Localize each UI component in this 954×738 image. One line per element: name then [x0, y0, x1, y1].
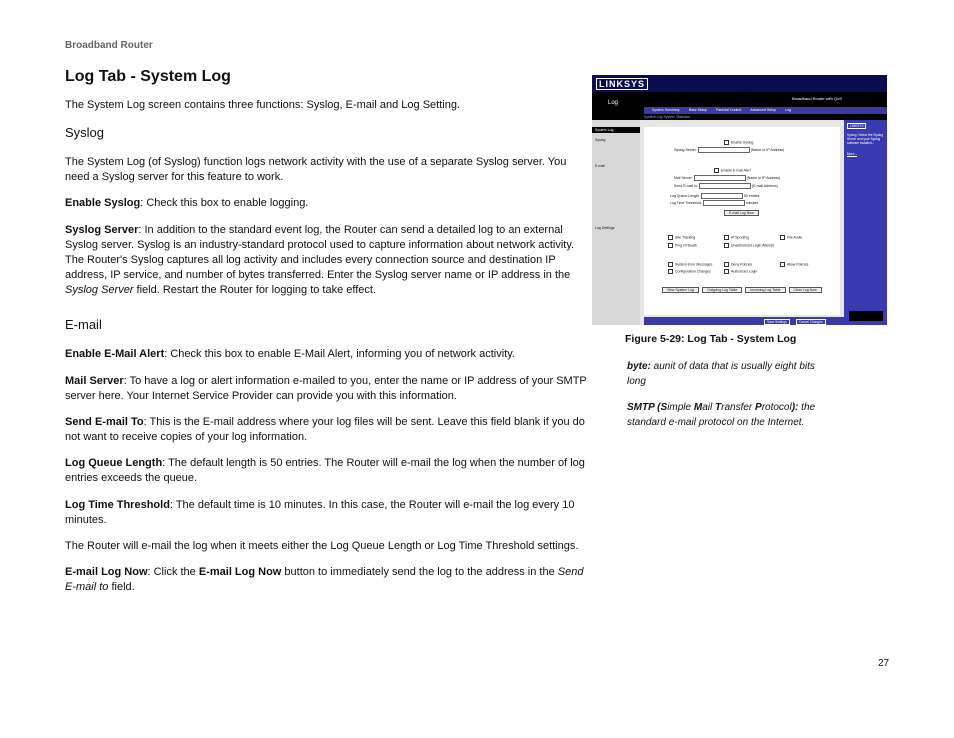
figure-log-item[interactable] — [724, 235, 749, 240]
text: field. Restart the Router for logging to take effect. — [133, 284, 377, 297]
figure-subtabs[interactable]: System Log System Statistics — [644, 115, 691, 119]
label: Unauthorized Login Attempt — [731, 243, 775, 248]
label: Enable E-mail Alert — [721, 168, 751, 173]
term: Enable E-Mail Alert — [65, 348, 165, 361]
figure-tab[interactable]: System Summary — [652, 108, 680, 112]
running-head: Broadband Router — [65, 40, 153, 51]
mail-server-input[interactable] — [694, 175, 746, 181]
incoming-log-button[interactable]: Incoming Log Table — [745, 287, 785, 293]
figure-log-item[interactable] — [668, 235, 695, 240]
term: byte: — [627, 361, 651, 372]
mail-server-paragraph — [65, 374, 590, 404]
figure-syslog-server-row — [674, 147, 784, 153]
either-paragraph: The Router will e-mail the log when it meets either the Log Queue Length or Log Time Threshold settings. — [65, 539, 579, 552]
label: File Audio — [787, 235, 803, 240]
log-time-paragraph — [65, 498, 590, 528]
figure-log-item[interactable] — [668, 262, 712, 267]
text: : This is the E-mail address where your log files will be sent. Leave this field blank if you do not want to receive copies of your log information. — [65, 415, 585, 444]
label: System Error Messages — [675, 262, 713, 267]
figure-left-item: Syslog — [595, 138, 606, 142]
checkbox[interactable] — [724, 235, 729, 240]
figure-log-item[interactable] — [724, 262, 752, 267]
label: Enable Syslog — [731, 140, 754, 145]
term: SMTP (Simple Mail Transfer Protocol): — [627, 402, 799, 413]
label: Send E-mail to: — [674, 183, 698, 188]
label: Syslog Server: — [674, 147, 697, 152]
figure-product-name: Broadband Router with QoS — [791, 96, 842, 101]
log-queue-paragraph — [65, 456, 590, 486]
figure-left-item: Log Settings — [595, 226, 615, 230]
checkbox[interactable] — [714, 168, 719, 173]
figure-view-buttons — [662, 287, 824, 293]
term: E-mail Log Now — [65, 566, 148, 579]
linksys-logo: LINKSYS — [596, 78, 648, 90]
page-number: 27 — [878, 658, 890, 669]
label: Log Time Threshold: — [670, 200, 702, 205]
checkbox[interactable] — [780, 262, 785, 267]
cancel-changes-button[interactable]: Cancel Changes — [796, 319, 826, 325]
threshold-input[interactable] — [703, 200, 745, 206]
figure-tab[interactable]: Log — [785, 108, 792, 112]
label: Log Queue Length: — [670, 193, 700, 198]
figure-footer — [644, 317, 844, 325]
term: E-mail Log Now — [198, 566, 282, 579]
label: Site Tracking — [675, 235, 696, 240]
checkbox[interactable] — [724, 262, 729, 267]
send-to-input[interactable] — [699, 183, 751, 189]
figure-help-panel — [844, 120, 887, 325]
figure-topbar — [592, 75, 887, 92]
sidebar-byte — [627, 360, 827, 389]
button[interactable]: E-mail Log Now — [724, 210, 759, 216]
sidebar-smtp — [627, 401, 827, 430]
hint: (Name or IP Address) — [750, 147, 785, 152]
figure-threshold-row — [670, 200, 758, 206]
field-name: Send E-mail to — [65, 566, 584, 594]
intro-paragraph: The System Log screen contains three functions: Syslog, E-mail and Log Setting. — [65, 99, 460, 111]
clear-log-button[interactable]: Clear Log Now — [789, 287, 822, 293]
checkbox[interactable] — [724, 269, 729, 274]
term: Log Time Threshold — [65, 498, 170, 511]
text: aunit of data that is usually eight bits long — [627, 361, 815, 387]
figure-left-item: System Log — [592, 127, 640, 133]
unit: minutes — [745, 200, 759, 205]
label: Authorized Login — [731, 269, 758, 274]
text: : Check this box to enable logging. — [140, 197, 309, 210]
page-title: Log Tab - System Log — [65, 68, 231, 85]
label: Ping Of Death — [675, 243, 697, 248]
term: Mail Server — [65, 374, 124, 387]
figure-send-to-row — [674, 183, 778, 189]
figure-left-item: E-mail — [595, 164, 605, 168]
figure-tabs — [644, 107, 887, 114]
unit: entries — [748, 193, 760, 198]
view-system-log-button[interactable]: View System Log — [662, 287, 699, 293]
text: : Check this box to enable E-Mail Alert, informing you of network activity. — [164, 348, 515, 361]
checkbox[interactable] — [668, 262, 673, 267]
checkbox[interactable] — [780, 235, 785, 240]
figure-caption: Figure 5-29: Log Tab - System Log — [625, 333, 797, 345]
smtp-definition — [627, 401, 827, 430]
figure-nav-title: Log — [608, 100, 619, 106]
text: : The default length is 50 entries. The Router will e-mail the log when the number of log entries exceeds the queue. — [65, 457, 585, 485]
label: Deny Policies — [731, 262, 753, 267]
enable-syslog-paragraph — [65, 196, 590, 211]
figure-tab[interactable]: Base Setup — [688, 108, 707, 112]
term: Syslog Server — [65, 223, 139, 236]
label: Allow Policies — [787, 262, 809, 267]
value: 50 — [743, 193, 748, 198]
text: : Click the — [147, 566, 199, 579]
main-text — [65, 98, 590, 606]
term: Send E-mail To — [65, 415, 144, 428]
save-settings-button[interactable]: Save Settings — [764, 319, 790, 325]
text: field. — [108, 581, 135, 594]
checkbox[interactable] — [724, 140, 729, 145]
figure-form — [644, 127, 840, 315]
email-log-now-paragraph — [65, 565, 590, 595]
figure-email-now-button[interactable] — [724, 210, 761, 216]
figure-tab[interactable]: Parental Control — [715, 108, 742, 112]
field-name: Syslog Server — [65, 284, 134, 297]
cisco-logo — [849, 311, 883, 321]
syslog-server-input[interactable] — [698, 147, 750, 153]
text: : In addition to the standard event log, the Router can send a detailed log to an external Syslog server. Syslog is an industry-standard protocol used to capture information about network activity. The Router's Syslog captures all log activity and includes every connection source and destination IP address, IP service, and number of bytes transferred. Enter the Syslog server name or IP address in the — [65, 223, 575, 282]
help-more-link[interactable]: More... — [847, 151, 857, 156]
checkbox[interactable] — [668, 235, 673, 240]
figure-log-item[interactable] — [724, 243, 774, 248]
checkbox[interactable] — [724, 243, 729, 248]
syslog-heading: Syslog — [65, 125, 105, 141]
email-alert-paragraph — [65, 347, 590, 362]
queue-input[interactable] — [701, 193, 743, 199]
figure-tab[interactable]: Advanced Setup — [750, 108, 777, 112]
figure-log-item[interactable] — [780, 235, 802, 240]
byte-definition — [627, 360, 827, 389]
figure-queue-row — [670, 193, 759, 199]
figure-log-item[interactable] — [668, 269, 711, 274]
hint: (E-mail Address) — [751, 183, 778, 188]
label: Mail Server: — [674, 175, 693, 180]
figure-enable-email[interactable] — [714, 168, 751, 173]
email-heading: E-mail — [65, 317, 102, 333]
label: IP Spoofing — [731, 235, 750, 240]
figure-log-item[interactable] — [780, 262, 808, 267]
outgoing-log-button[interactable]: Outgoing Log Table — [702, 287, 742, 293]
router-screenshot-figure — [592, 75, 887, 325]
help-brand: LINKSYS — [847, 123, 866, 129]
figure-mail-server-row — [674, 175, 780, 181]
send-email-paragraph — [65, 415, 590, 445]
figure-left-column — [592, 120, 640, 325]
syslog-description: The System Log (of Syslog) function logs network activity with the use of a separate Syslog server. You need a Syslog server for this feature to work. — [65, 156, 567, 184]
checkbox[interactable] — [668, 269, 673, 274]
text: the standard e-mail protocol on the Internet. — [627, 402, 816, 428]
figure-navbar — [592, 92, 887, 120]
figure-enable-syslog[interactable] — [724, 140, 753, 145]
figure-log-item[interactable] — [724, 269, 757, 274]
syslog-server-paragraph — [65, 223, 590, 299]
term: Enable Syslog — [65, 197, 141, 210]
text: : The default time is 10 minutes. In this case, the Router will e-mail the log every 10 minutes. — [65, 498, 575, 526]
checkbox[interactable] — [668, 243, 673, 248]
figure-log-item[interactable] — [668, 243, 697, 248]
label: Configuration Changes — [675, 269, 711, 274]
help-text: Syslog: Select the Syslog Server and your Syslog software installed... — [847, 133, 883, 146]
text: button to immediately send the log to the address in the — [281, 566, 558, 579]
term: Log Queue Length — [65, 457, 163, 470]
text: : To have a log or alert information e-mailed to you, enter the name or IP address of your SMTP server here. Your Internet Service Provider can provide you with this information. — [65, 374, 587, 402]
hint: (Name or IP Address) — [746, 175, 781, 180]
